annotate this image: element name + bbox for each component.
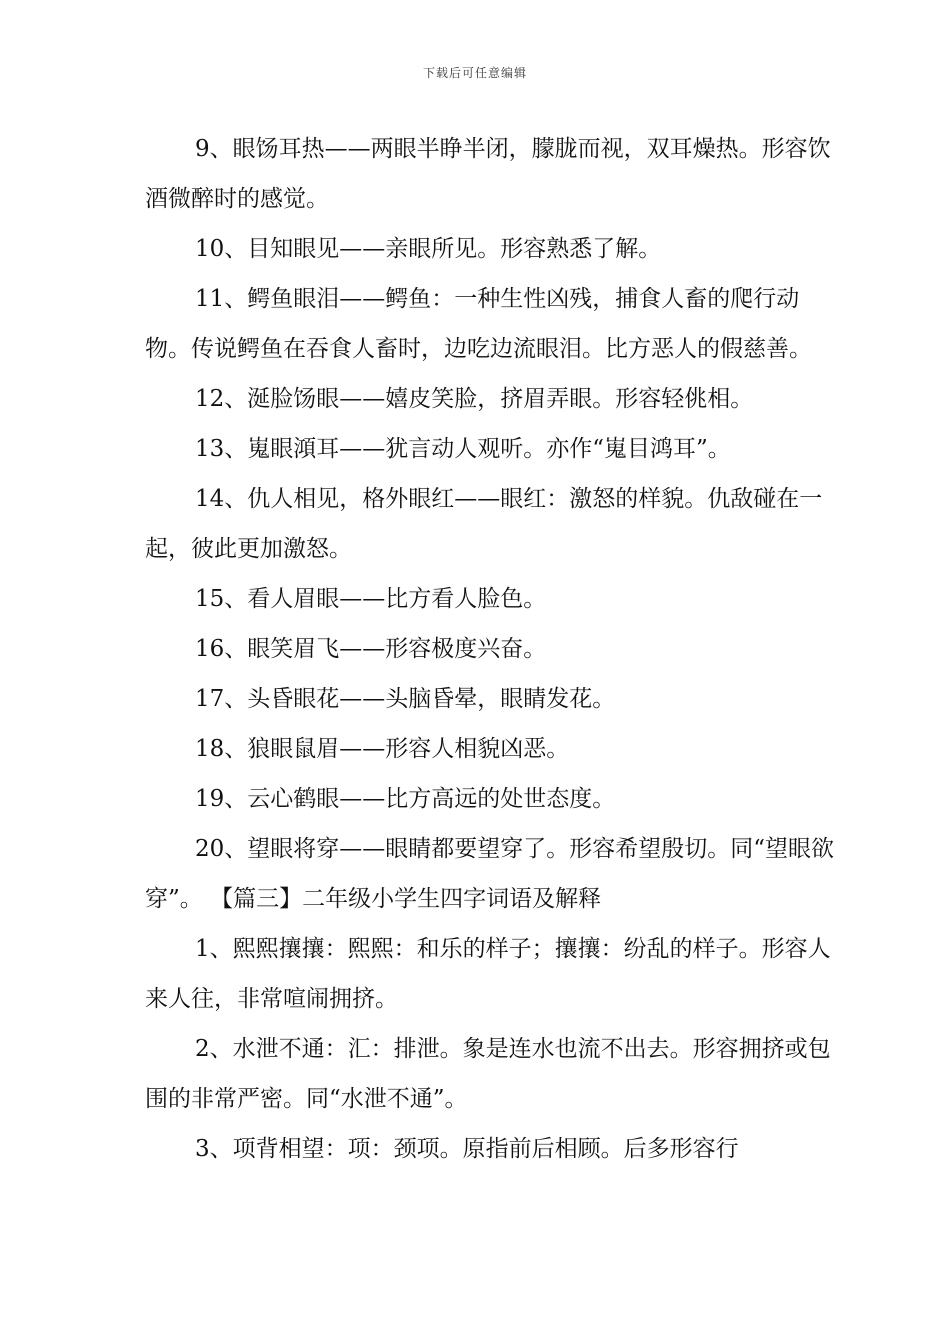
paragraph-10: 10、目知眼见——亲眼所见。形容熟悉了解。 — [195, 236, 662, 262]
paragraph-11: 11、鳄鱼眼泪——鳄鱼：一种生性凶残，捕食人畜的爬行动物。传说鳄鱼在吞食人畜时，边吃边流眼泪。比方恶人的假慈善。 — [145, 286, 812, 362]
paragraph-16: 16、眼笑眉飞——形容极度兴奋。 — [195, 636, 547, 662]
paragraph-part3-2: 2、水泄不通：汇：排泄。象是连水也流不出去。形容拥挤或包围的非常严密。同“水泄不通”。 — [145, 1036, 831, 1112]
paragraph-19: 19、云心鹤眼——比方高远的处世态度。 — [195, 786, 616, 812]
paragraph-9: 9、眼饧耳热——两眼半睁半闭，朦胧而视，双耳燥热。形容饮酒微醉时的感觉。 — [145, 136, 831, 212]
paragraph-13: 13、嵬眼澒耳——犹言动人观听。亦作“嵬目鸿耳”。 — [195, 436, 731, 462]
paragraph-part3-1: 1、熙熙攘攘：熙熙：和乐的样子；攘攘：纷乱的样子。形容人来人往，非常喧闹拥挤。 — [145, 936, 831, 1012]
document-body — [145, 124, 840, 1174]
paragraph-18: 18、狼眼鼠眉——形容人相貌凶恶。 — [195, 736, 570, 762]
paragraph-14: 14、仇人相见，格外眼红——眼红：激怒的样貌。仇敌碰在一起，彼此更加激怒。 — [145, 486, 823, 562]
paragraph-12: 12、涎脸饧眼——嬉皮笑脸，挤眉弄眼。形容轻佻相。 — [195, 386, 754, 412]
page-header: 下载后可任意编辑 — [422, 66, 527, 80]
paragraph-17: 17、头昏眼花——头脑昏晕，眼睛发花。 — [195, 686, 616, 712]
paragraph-part3-3: 3、项背相望：项：颈项。原指前后相顾。后多形容行 — [195, 1136, 739, 1162]
paragraph-20: 20、望眼将穿——眼睛都要望穿了。形容希望殷切。同“望眼欲穿”。 【篇三】二年级小学生四字词语及解释 — [145, 836, 835, 912]
paragraph-15: 15、看人眉眼——比方看人脸色。 — [195, 586, 547, 612]
